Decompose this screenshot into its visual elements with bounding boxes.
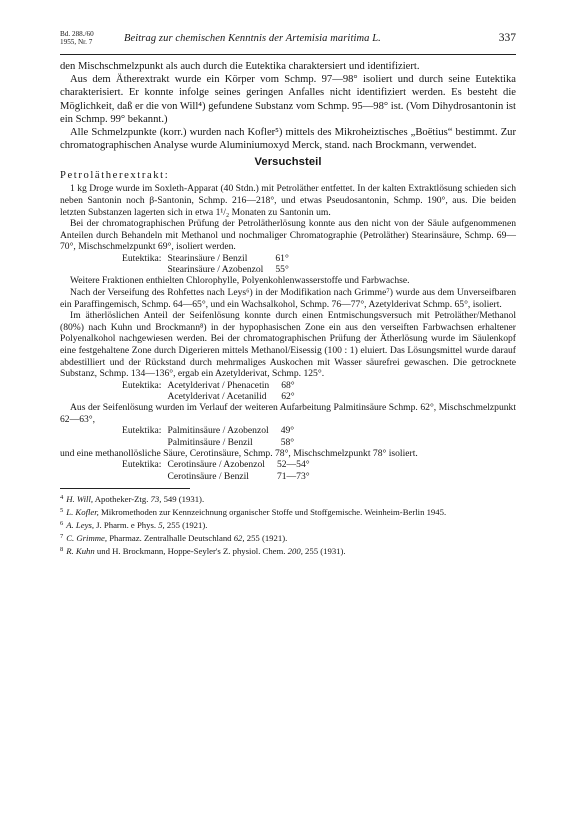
running-title: Beitrag zur chemischen Kenntnis der Artemisia maritima L. xyxy=(124,33,381,44)
footnote-text: Mikromethoden zur Kennzeichnung organischer Stoffe und Stoffgemische. Weinheim-Berlin 1945. xyxy=(98,506,447,517)
footnote xyxy=(60,505,516,518)
footnote-rest: 255 (1921). xyxy=(164,519,208,530)
footnote-volume: 5, xyxy=(158,519,165,530)
section-title: Versuchsteil xyxy=(254,156,322,169)
eutektika-table xyxy=(122,253,293,275)
compound-pair: Stearinsäure / Azobenzol xyxy=(167,264,264,276)
body-paragraph: Aus der Seifenlösung wurden im Verlauf der weiteren Aufarbeitung Palmitinsäure Schmp. 62°, Mischschmelzpunkt 62—63°, xyxy=(60,402,516,425)
table-row xyxy=(122,425,298,436)
eutektika-label: Eutektika: xyxy=(122,379,162,391)
header-rule xyxy=(60,54,516,55)
footnote-rest: 549 (1931). xyxy=(161,493,205,504)
eutektika-label: Eutektika: xyxy=(122,252,162,264)
body-paragraph: Im ätherlöslichen Anteil der Seifenlösung konnte durch einen Entmischungsversuch mit Petroläther/Methanol (80%) nach Kuhn und Brockmann⁸) in der hypophasischen Zone ein aus den verseiften Farbwachsen erhaltener Polyenalkohol nachgewiesen werden. Bei der chromatographischen Prüfung der Ätherlösung wurde im Säulenkopf eine festgehaltene Zone durch Digerieren mittels Methanol/Eisessig (100 : 1) eluiert. Das Lösungsmittel wurde darauf abdestilliert und der Rückstand durch mehrmaliges Auskochen mit Wasser säurefrei gewaschen. Die getrocknete Substanz, Schmp. 134—136°, ergab ein Azetylderivat, Schmp. 125°. xyxy=(60,310,516,380)
footnote-number: 4 xyxy=(60,493,64,501)
melting-value: 71—73° xyxy=(276,470,310,482)
melting-value: 58° xyxy=(280,436,295,448)
table-row xyxy=(122,437,298,448)
footnote-author: L. Kofler, xyxy=(66,506,99,517)
footnote-volume: 200, xyxy=(287,545,303,556)
footnote xyxy=(60,518,516,531)
body-paragraph: Nach der Verseifung des Rohfettes nach Leys⁶) in der Modifikation nach Grimme⁷) wurde aus dem Unverseifbaren ein Paraffingemisch, Schmp. 64—65°, und ein Wachsalkohol, Schmp. 76—77°, Azetylderivat Schmp. 65°, isoliert. xyxy=(60,286,516,310)
footnote-volume: 62, xyxy=(233,532,245,543)
footnote-number: 7 xyxy=(60,532,64,540)
table-row xyxy=(122,264,293,275)
melting-value: 61° xyxy=(275,252,289,264)
footnote-text: Apotheker-Ztg. xyxy=(93,493,151,504)
running-header xyxy=(60,30,516,52)
table-row xyxy=(122,471,314,482)
table-row xyxy=(122,459,314,470)
footnote-text: Pharmaz. Zentralhalle Deutschland xyxy=(107,532,234,543)
footnote-rest: 255 (1931). xyxy=(302,545,346,556)
melting-value: 68° xyxy=(281,379,295,391)
footnote-author: R. Kuhn xyxy=(66,545,95,556)
footnote-volume: 73, xyxy=(150,493,162,504)
eutektika-table xyxy=(122,459,314,481)
footnote-number: 8 xyxy=(60,545,64,553)
compound-pair: Cerotinsäure / Azobenzol xyxy=(167,459,265,471)
body-paragraph: Bei der chromatographischen Prüfung der Petrolätherlösung konnte aus den nicht von der Säule aufgenommenen Anteilen durch Behandeln mit Methanol und nochmaliger Chromatographie (Petroläther) Stearinsäure, Schmp. 69—70°, Mischschmelzpunkt 69°, isoliert werden. xyxy=(60,218,516,253)
compound-pair: Palmitinsäure / Benzil xyxy=(167,436,253,448)
table-row xyxy=(122,253,293,264)
compound-pair: Stearinsäure / Benzil xyxy=(167,252,248,264)
journal-volume: Bd. 288./60 xyxy=(60,30,94,38)
page-number: 337 xyxy=(498,32,516,44)
section-subtitle: Petrolätherextrakt: xyxy=(60,170,170,182)
compound-pair: Acetylderivat / Phenacetin xyxy=(167,379,270,391)
footnote-author: H. Will, xyxy=(66,493,94,504)
intro-paragraph: Alle Schmelzpunkte (korr.) wurden nach Kofler⁵) mittels des Mikroheiztisches „Boëtius“ bestimmt. Zur chromatographischen Analyse wurde Aluminiumoxyd Merck, stand. nach Brockmann, verwendet. xyxy=(60,127,516,152)
eutektika-label: Eutektika: xyxy=(122,459,162,471)
melting-value: 55° xyxy=(275,264,289,276)
body-paragraph: und eine methanollösliche Säure, Cerotinsäure, Schmp. 78°, Mischschmelzpunkt 78° isoliert. xyxy=(60,447,418,459)
footnote-number: 5 xyxy=(60,506,64,514)
compound-pair: Acetylderivat / Acetanilid xyxy=(167,390,267,402)
body-paragraph: 1 kg Droge wurde im Soxleth-Apparat (40 Stdn.) mit Petroläther entfettet. In der kalten Extraktlösung schieden sich neben Santonin noch β-Santonin, Schmp. 216—218°, und etwas Pseudosantonin, Schmp. 190°, aus. Die beiden letzten Substanzen lagerten sich in etwa 1¹/₂ Monaten zu Santonin um. xyxy=(60,183,516,218)
table-row xyxy=(122,380,299,391)
journal-reference xyxy=(60,30,94,47)
footnote-text: und H. Brockmann, Hoppe-Seyler's Z. physiol. Chem. xyxy=(94,545,288,556)
body-paragraph: Weitere Fraktionen enthielten Chlorophylle, Polyenkohlenwasserstoffe und Farbwachse. xyxy=(70,275,410,287)
eutektika-label: Eutektika: xyxy=(122,425,162,437)
melting-value: 49° xyxy=(280,425,295,437)
compound-pair: Cerotinsäure / Benzil xyxy=(167,470,249,482)
footnote xyxy=(60,544,516,557)
footnote xyxy=(60,531,516,544)
footnote-number: 6 xyxy=(60,519,64,527)
footnote-rule xyxy=(60,488,190,489)
footnote-rest: 255 (1921). xyxy=(244,532,288,543)
journal-year-issue: 1955, Nr. 7 xyxy=(60,38,93,47)
intro-paragraph: Aus dem Ätherextrakt wurde ein Körper vom Schmp. 97—98° isoliert und durch seine Eutektika charakterisiert. Er konnte infolge seines geringen Anfalles nicht identifiziert werden. Es besteht die Möglichkeit, daß er die von Will⁴) gefundene Substanz vom Schmp. 95—98° ist. (Vom Dihydrosantonin ist ein Schmp. 99° bekannt.) xyxy=(60,74,516,125)
melting-value: 62° xyxy=(281,390,295,402)
footnote-author: C. Grimme, xyxy=(66,532,108,543)
eutektika-table xyxy=(122,380,299,402)
footnote xyxy=(60,492,516,505)
melting-value: 52—54° xyxy=(276,459,310,471)
intro-paragraph: den Mischschmelzpunkt als auch durch die Eutektika charaktersiert und identifiziert. xyxy=(60,61,420,72)
footnote-author: A. Leys, xyxy=(66,519,94,530)
eutektika-table xyxy=(122,425,298,447)
table-row xyxy=(122,391,299,402)
footnotes xyxy=(60,492,516,557)
compound-pair: Palmitinsäure / Azobenzol xyxy=(167,425,269,437)
footnote-text: J. Pharm. e Phys. xyxy=(94,519,159,530)
